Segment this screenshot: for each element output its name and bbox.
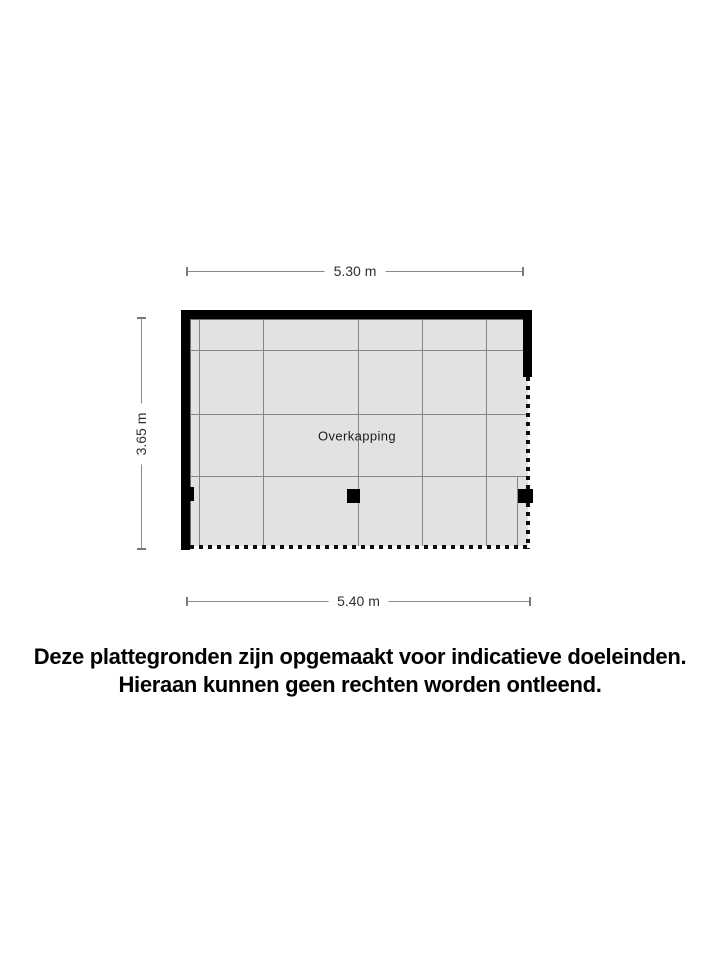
open-side-bottom-dashed [190,545,530,549]
dimension-label-left: 3.65 m [132,403,150,464]
floor-grid-line [190,350,528,351]
support-post-middle [347,489,360,503]
wall-top [181,310,532,319]
dimension-tick [186,597,188,606]
support-post-right [518,489,533,503]
floor-grid-line [517,476,518,546]
disclaimer [0,643,720,699]
dimension-label-top: 5.30 m [325,262,386,280]
dimension-tick [137,548,146,550]
dimension-tick [529,597,531,606]
floor-grid-line [190,476,528,477]
floor-grid-line [263,319,264,546]
dimension-tick [137,317,146,319]
disclaimer-line-1: Deze plattegronden zijn opgemaakt voor indicatieve doeleinden. [33,644,687,669]
floor-grid-line [190,414,528,415]
wall-right-upper [523,310,532,377]
disclaimer-line-2: Hieraan kunnen geen rechten worden ontleend. [118,672,602,697]
floor-grid-line [199,319,200,546]
room-label: Overkapping [317,428,397,444]
dimension-tick [522,267,524,276]
floor-grid-line [422,319,423,546]
wall-left [181,310,190,550]
open-side-right-dashed [526,377,530,549]
floor-grid-line [486,319,487,546]
dimension-label-bottom: 5.40 m [328,592,389,610]
support-post-left [182,487,194,501]
dimension-tick [186,267,188,276]
